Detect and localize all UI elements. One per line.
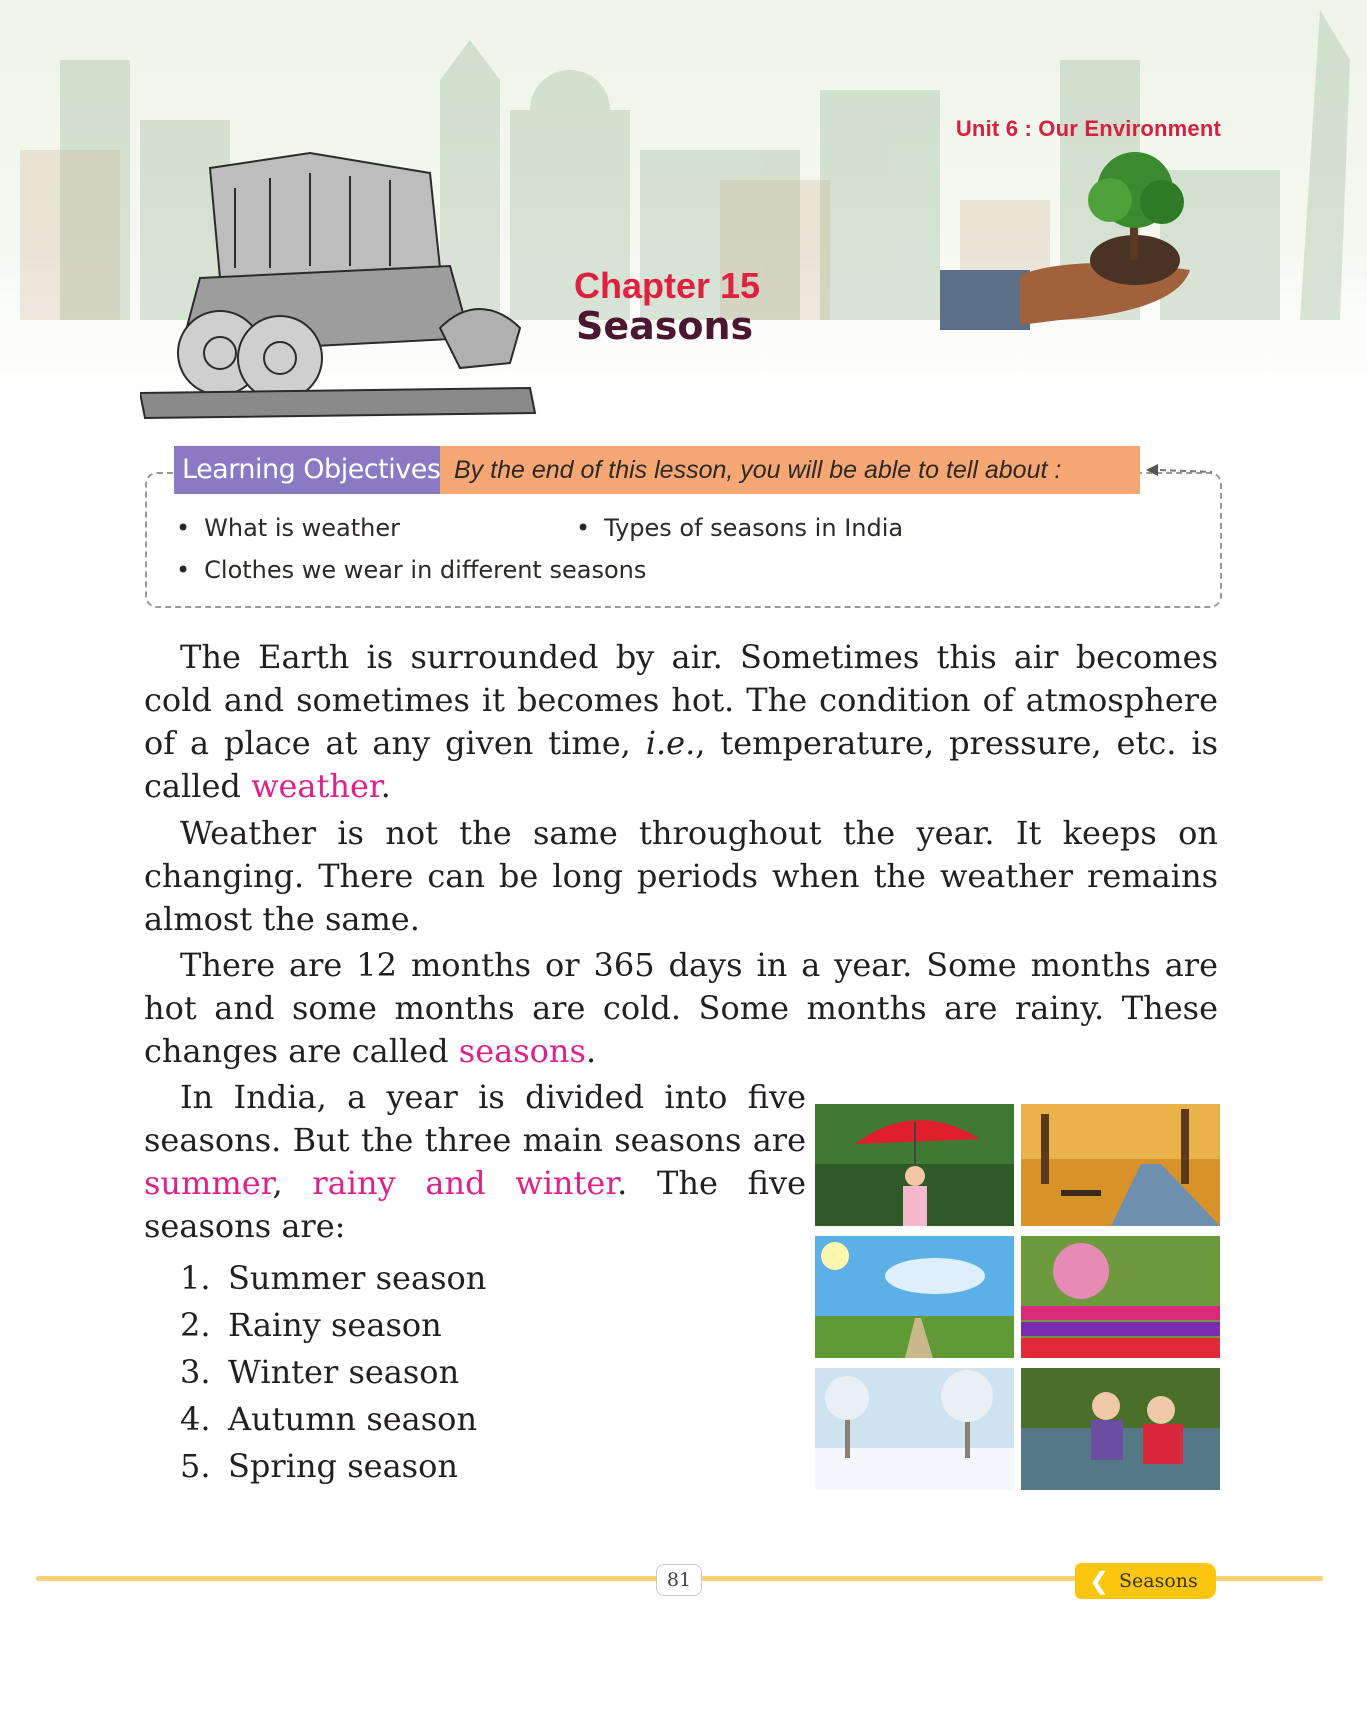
paragraph-weather-definition: The Earth is surrounded by air. Sometimes this air becomes cold and sometimes it becomes hot. The condition of atmosphere of a place at any given time, i.e., temperature, pressure, etc. is called weather.	[144, 638, 1219, 805]
list-item: 4. Autumn season	[180, 1400, 478, 1438]
list-item: 3. Winter season	[180, 1353, 460, 1391]
objective-item: • Clothes we wear in different seasons	[176, 556, 646, 584]
paragraph-seasons-definition: There are 12 months or 365 days in a year. Some months are hot and some months are cold. Some months are rainy. These changes are called seasons.	[144, 946, 1218, 1070]
chapter-number: Chapter 15	[574, 265, 761, 306]
autumn-park-photo	[1021, 1104, 1220, 1226]
hands-holding-plant-illustration	[940, 150, 1210, 340]
page-number: 81	[656, 1564, 702, 1596]
chevron-left-icon: ❮	[1089, 1567, 1110, 1595]
chapter-title: Seasons	[576, 304, 754, 348]
pencil-arrow-icon	[1146, 460, 1216, 480]
winter-snow-park-photo	[815, 1368, 1014, 1490]
list-item: 1. Summer season	[180, 1259, 487, 1297]
footer-tab-label: Seasons	[1119, 1570, 1198, 1592]
paragraph-india-seasons: In India, a year is divided into five seasons. But the three main seasons are summer, rainy and winter. The five seasons are:	[144, 1078, 807, 1245]
objective-item: • Types of seasons in India	[576, 514, 903, 542]
learning-objectives-tab: Learning Objectives	[174, 446, 448, 494]
rainy-girl-umbrella-photo	[815, 1104, 1014, 1226]
chapter-footer-tab	[1075, 1563, 1216, 1599]
stone-chariot-illustration	[140, 148, 560, 423]
objective-item: • What is weather	[176, 514, 400, 542]
term-seasons: seasons	[458, 1032, 586, 1070]
seasons-list	[180, 1255, 486, 1490]
summer-field-photo	[815, 1236, 1014, 1358]
term-rainy-winter: rainy and winter	[312, 1164, 618, 1202]
paragraph-weather-changes: Weather is not the same throughout the year. It keeps on changing. There can be long periods when the weather remains almost the same.	[144, 814, 1218, 938]
learning-objectives-intro: By the end of this lesson, you will be able to tell about :	[440, 446, 1140, 494]
term-summer: summer	[144, 1164, 273, 1202]
children-spring-meadow-photo	[1021, 1368, 1220, 1490]
term-weather: weather	[251, 767, 381, 805]
spring-flower-garden-photo	[1021, 1236, 1220, 1358]
list-item: 2. Rainy season	[180, 1306, 442, 1344]
list-item: 5. Spring season	[180, 1447, 458, 1485]
unit-label: Unit 6 : Our Environment	[955, 116, 1221, 141]
